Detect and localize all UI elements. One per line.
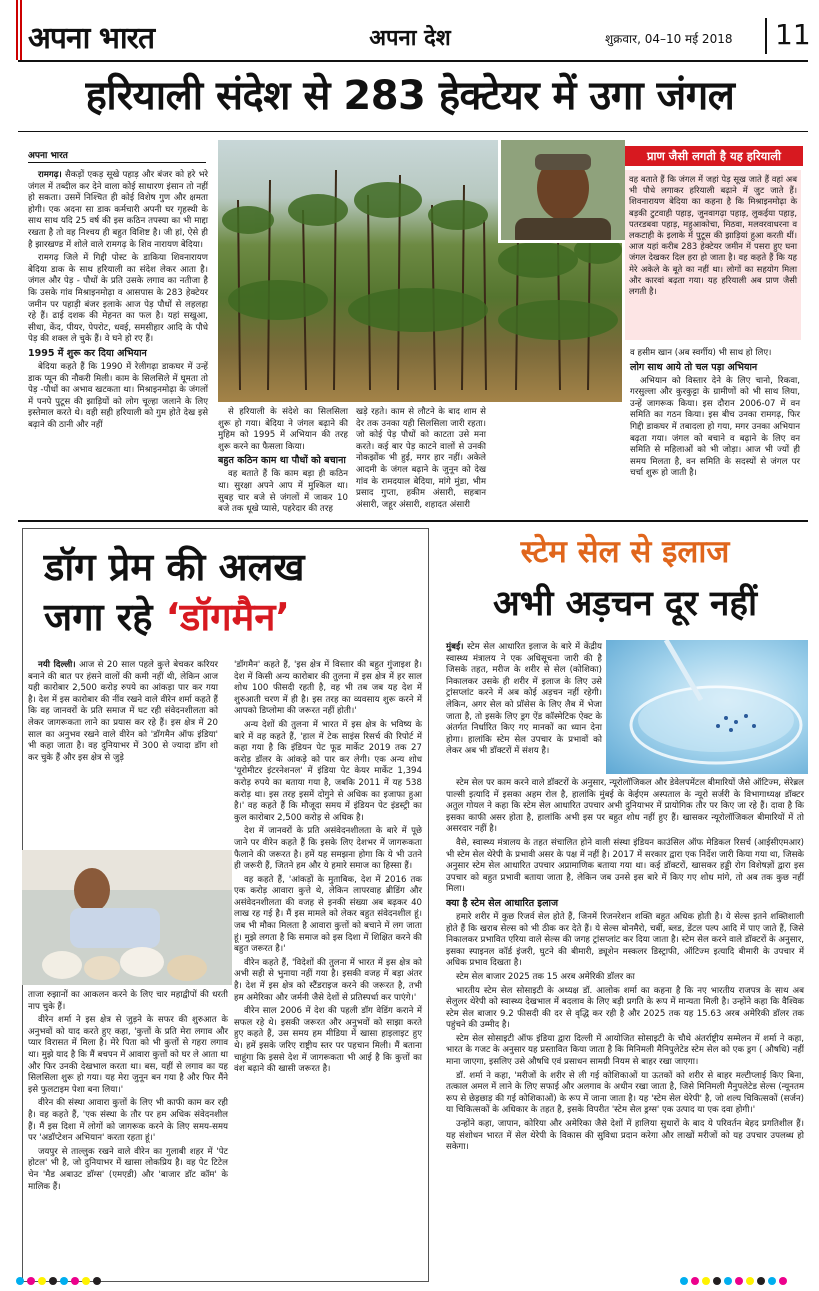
story2-column-2 (234, 660, 422, 1078)
paragraph: स्टेम सेल आधारित इलाज के बारे में केंद्रीय स्वास्थ्य मंत्रालय ने एक अधिसूचना जारी की है जिसके तहत, मरीज के शरीर से सेल (कोशिका) निकालकर उसके ही शरीर में इलाज के लिए उसे ट्रांसप्लांट करने में अब कोई अड़चन नहीं रहेगी। लेकिन, अगर सेल को प्रॉसेस के लिए लैब में भेजा जाता है, तो इसके लिए ड्रग ऐंड कॉस्मेटिक ऐक्ट के अंतर्गत निर्धारित किए गए मानकों का ध्यान देना होगा। हालांकि स्टेम सेल उपचार के प्रभावों को लेकर अब भी डॉक्टरों में संशय है। (446, 642, 602, 757)
sidebar-box-title: प्राण जैसी लगती है यह हरियाली (625, 146, 803, 166)
color-registration-strip (680, 1270, 790, 1289)
story1-byline: अपना भारत (28, 151, 68, 161)
color-dot (724, 1277, 732, 1285)
petri-dish-illustration (606, 640, 808, 774)
story1-column-1 (28, 170, 208, 433)
color-registration-strip (16, 1270, 104, 1289)
story2-headline (44, 542, 414, 642)
story2-column-1b (28, 990, 228, 1195)
divider (18, 520, 808, 522)
paragraph: वीरेन शर्मा ने इस क्षेत्र से जुड़ने के सफर की शुरुआत के अनुभवों को याद करते हुए कहा, 'कुत्तों के प्रति मेरा लगाव और प्यार विरासत में मिला है। मेरे पिता को भी कुत्तों से गहरा लगाव था। मुझे याद है कि मैं बचपन में आवारा कुत्तों को घर ले आता था और फिर उनकी देखभाल करता था। बस, यहीं से लगाव का यह सिलसिला शुरू हो गया। यह मेरा जुनून बन गया है और फिर मैंने इसे फुलटाइम पेशा बना लिया।' (28, 1015, 228, 1095)
paragraph: वीरेन की संस्था आवारा कुत्तों के लिए भी काफी काम कर रही है। वह कहते हैं, 'एक संस्था के तौर पर हम अधिक संवेदनशील हैं। मैं इस दिशा में लोगों को जागरूक करने के लिए समय-समय पर 'अडॉप्टेशन अभियान' करता रहता हूं।' (28, 1098, 228, 1144)
color-dot (16, 1277, 24, 1285)
dateline: मुंबई। (446, 642, 464, 652)
story3-intro (446, 642, 602, 760)
dateline: रामगढ़। (38, 170, 62, 180)
divider (18, 131, 808, 132)
man-portrait-illustration (501, 140, 625, 240)
page-number: 11 (775, 18, 811, 51)
paragraph: देश में जानवरों के प्रति असंवेदनशीलता के बारे में पूछे जाने पर वीरेन कहते हैं कि इसके लिए देशभर में जागरूकता फैलाने की जरूरत है। हमें यह समझना होगा कि ये भी उतने ही जरूरी हैं, जितने हम और ये हमारे समाज का हिस्सा हैं। (234, 826, 422, 872)
paragraph: वीरेन कहते हैं, 'विदेशों की तुलना में भारत में इस क्षेत्र को अभी सही से भुनाया नहीं गया है। इसकी वजह में बड़ा अंतर है। देश में इस क्षेत्र को स्टैंडराइज करने की जरूरत है, तभी हम अमेरिका और जर्मनी जैसे देशों से प्रतिस्पर्धा कर पाएंगे।' (234, 957, 422, 1003)
paragraph: वह कहते हैं, 'आंकड़ों के मुताबिक, देश में 2016 तक एक करोड़ आवारा कुत्ते थे, लेकिन लापरवाह ब्रीडिंग और असंवेदनशीलता की वजह से इनकी संख्या अब बढ़कर 40 लाख रह गई है। मैं इस मामले को लेकर बहुत संवेदनशील हूं। जब भी मौका मिलता है आवारा कुत्तों को बचाने में लग जाता हूं। मुझे लगता है कि समाज को इस दिशा में शिक्षित करने की बहुत जरूरत है।' (234, 874, 422, 955)
divider (18, 60, 808, 62)
color-dot (27, 1277, 35, 1285)
story3-headline-2: अभी अड़चन दूर नहीं (492, 584, 758, 624)
paragraph: वह बताते हैं कि काम बड़ा ही कठिन था। सुरक्षा अपने आप में मुश्किल था। सुबह चार बजे से जंगलों में जाकर 10 बजे तक धूखे प्यासे, पहरेदार की तरह (218, 469, 348, 515)
dogman-photo (22, 850, 232, 985)
color-dot (779, 1277, 787, 1285)
subheading: बहुत कठिन काम था पौधों को बचाना (218, 455, 346, 467)
subheading: लोग साथ आये तो चल पड़ा अभियान (630, 361, 758, 373)
dateline: नयी दिल्ली। (38, 660, 76, 670)
petri-dish-photo (606, 640, 808, 774)
color-dot (757, 1277, 765, 1285)
subheading: क्या है स्टेम सेल आधारित इलाज (446, 897, 559, 909)
subheading: 1995 में शुरू कर दिया अभियान (28, 347, 147, 359)
paragraph: वह बताते हैं कि जंगल में जहां पेड़ सूख जाते हैं वहां अब भी पौधे लगाकर हरियाली बढ़ाने में जुट जाते हैं। शिवनारायण बेदिया का कहना है कि मिश्राइनमोढ़ा के बड़की टुटवाही पहाड़, जुनवागढ़ा पहाड़, लुकईया पहाड़, पतरडबवा पहाड़, महुआकोचा, मिठवा, मलवरवाधरना व लकटाही के इलाके में पुटूस की झाड़ियां हुआ करती थीं। आज यहां करीब 283 हेक्टेयर जमीन में पसरा हुए घना जंगल देखकर दिल हरा हो जाता है। वह कहते हैं कि यह मेरे अकेले के बूते का नहीं था। लोगों का सहयोग मिला और कारवां बढ़ता गया। यह हरियाली अब प्राण जैसी लगती है। (629, 174, 797, 297)
paragraph: स्टेम सेल पर काम करने वाले डॉक्टरों के अनुसार, न्यूरोलॉजिकल और डेवेलपमेंटल बीमारियों जैसे ऑटिज्म, सेरेब्रल पाल्सी इत्यादि में इसका अहम रोल है, हालांकि मुंबई के केईएम अस्पताल के न्यूरो सर्जरी के विभागाध्यक्ष डॉक्टर अतुल गोयल ने कहा कि स्टेम सेल आधारित उपचार अभी दुनियाभर में प्रायोगिक तौर पर किए जा रहे हैं। दावा है कि इसका काफी असर होता है, हालांकि अभी इस पर बहुत शोध नहीं हुए हैं। खासकर न्यूरोलॉजिकल बीमारियों में तो असरदार नहीं है। (446, 778, 804, 835)
paragraph: उन्होंने कहा, जापान, कोरिया और अमेरिका जैसे देशों में हालिया सुधारों के बाद ये परिवर्तन बेहद प्रगतिशील हैं। यह संशोधन भारत में सेल थेरेपी के विकास की सुविधा प्रदान करेगा और लाखों मरीजों को यह उपचार उपलब्ध हो सकेगा। (446, 1119, 804, 1153)
paragraph: आज से 20 साल पहले कुत्ते बेचकर करियर बनाने की बात पर हंसने वालों की कमी नहीं थी, लेकिन आज यही कारोबार 2,500 करोड़ रुपये का आंकड़ा पार कर गया है। देश में इस कारोबार की नींव रखने वाले वीरेन शर्मा कहते हैं कि वह जानवरों के प्रति समाज में घट रही संवेदनशीलता को लेकर जागरूकता लाने का प्रयास कर रहे हैं। इस क्षेत्र में 20 साल का अनुभव रखने वाले वीरेन को 'डॉगमैन ऑफ इंडिया' भी कहा जाता है। वह दुनियाभर में 300 से ज्यादा डॉग शो कर चुके हैं और इस क्षेत्र से जुड़े (28, 660, 218, 763)
color-dot (38, 1277, 46, 1285)
color-dot (60, 1277, 68, 1285)
color-dot (713, 1277, 721, 1285)
paragraph: से हरियाली के संदेशे का सिलसिला शुरू हो गया। बेदिया ने जंगल बढ़ाने की मुहिम को 1995 में अभियान की तरह शुरू करने का फैसला किया। (218, 407, 348, 452)
portrait-photo (498, 140, 625, 243)
paragraph: व हसीम खान (अब स्वर्गीय) भी साथ हो लिए। (630, 348, 772, 358)
color-dot (746, 1277, 754, 1285)
divider (28, 162, 206, 163)
sidebar-box-text (625, 170, 801, 340)
color-dot (691, 1277, 699, 1285)
color-dot (82, 1277, 90, 1285)
section-title: अपना देश (369, 26, 451, 51)
paragraph: 'डॉगमैन' कहते हैं, 'इस क्षेत्र में विस्तार की बहुत गुंजाइश है। देश में किसी अन्य कारोबार की तुलना में इस क्षेत्र में हर साल शोध 100 फीसदी रहती है, वह भी तब जब यह देश में शुरुआती चरण में ही है। इस तरह का व्यवसाय शुरू करने में आपको डिप्लोमा की जरूरत नहीं होती।' (234, 660, 422, 717)
color-dot (735, 1277, 743, 1285)
paragraph: डॉ. शर्मा ने कहा, 'मरीजों के शरीर से ली गई कोशिकाओं या ऊतकों को शरीर से बाहर मल्टीप्लाई किए बिना, तत्काल अमल में लाने के लिए सफाई और अलगाव के अधीन रखा जाता है, जिसे मिनिमली मैनुपलेटेड सेल्स (न्यूनतम रूप से छेड़छाड़ की गई कोशिकाओं) के रूप में जाना जाता है। यह 'स्टेम सेल थेरेपी' है, जो शल्य चिकित्सकों (सर्जन) या चिकित्सकों के अधिकार के तहत है, इसके विपरीत 'स्टेम सेल ड्रग्स' एक उत्पाद या एक दवा होगी।' (446, 1070, 804, 1116)
color-dot (768, 1277, 776, 1285)
paragraph: वैसे, स्वास्थ्य मंत्रालय के तहत संचालित होने वाली संस्था इंडियन काउंसिल ऑफ मेडिकल रिसर्च (आईसीएमआर) भी स्टेम सेल थेरेपी के प्रभावी असर के पक्ष में नहीं है। 2017 में सरकार द्वारा एक निर्देश जारी किया गया था, जिसके अनुसार स्टेम सेल आधारित उपचार अप्रामाणिक बताया गया था। कई डॉक्टरों, खासकर हड्डी रोग विशेषज्ञों द्वारा इस उपचार को बहुत प्रभावी बताया जाता है, लेकिन जब उनसे इस बारे में किए गए शोध मांगे, तो अब तक कुछ नहीं मिला। (446, 837, 804, 895)
paragraph: रामगढ़ जिले में गिद्दी पोस्ट के डाकिया शिवनारायण बेदिया डाक के साथ हरियाली का संदेश लेकर आता है। जंगल और पेड़ - पौधों के प्रति उसके लगाव का नतीजा है कि उसके गांव मिश्राइनमोढ़ा व आसपास के 283 हेक्टेयर जमीन पर पहाड़ी बंजर इलाके आज पेड़ पौधों से लहलहा रहे हैं। ढाई दशक की मेहनत का फल है। यहां सखुआ, सीधा, केंद, पीयर, पेपरोट, धवई, समसीहार आदि के पौधे पेड़ की शक्ल ले चुके हैं। वे घने हो रए हैं। (28, 253, 208, 345)
issue-date: शुक्रवार, 04–10 मई 2018 (605, 32, 733, 46)
headline-line: जगा रहे (44, 595, 153, 639)
man-with-dogs-illustration (22, 850, 232, 985)
paragraph: स्टेम सेल बाजार 2025 तक 15 अरब अमेरिकी डॉलर का (456, 971, 635, 982)
registration-mark (20, 0, 22, 60)
headline-highlight: ‘डॉगमैन’ (165, 595, 290, 639)
paragraph: स्टेम सेल सोसाइटी ऑफ इंडिया द्वारा दिल्ली में आयोजित सोसाइटी के चौथे अंतर्राष्ट्रीय सम्मेलन में शर्मा ने कहा, भारत के गजट के अनुसार यह प्रस्तावित किया जाता है कि मिनिमली मैनिपुलेटेड स्टेम सेल को एक ड्रग ( औषधि) नहीं माना जाएगा, इसलिए उसे औषधि एवं प्रसाधन सामग्री नियम से बाहर रखा जाएगा। (446, 1033, 804, 1068)
paragraph: जयपुर से ताल्लुक रखने वाले वीरेन का गुलाबी शहर में 'पेट होटल' भी है, जो दुनियाभर में खासा लोकप्रिय है। वह पेट टिटेल चेन 'मैड अबाउट डॉग्स' (एमएडी) और 'बाजार डॉट कॉम' के मालिक हैं। (28, 1146, 228, 1192)
story1-column-2 (218, 407, 348, 518)
story3-body (446, 778, 804, 1156)
story1-column-3 (356, 407, 486, 513)
paragraph: सैकड़ों एकड़ सूखे पहाड़ और बंजर को हरे भरे जंगल में तब्दील कर देने वाला कोई साधारण इंसान तो नहीं हो सकता। उसमें निश्चित ही कोई विशेष गुण और क्षमता होगी। एक अदना सा डाक कर्मचारी अपनी घर गृहस्थी के साथ साथ यदि 25 वर्ष की इस कठिन तपस्या का भी माद्दा रखता है तो वह निश्चय ही बहुत विशिष्ट है। जी हां, ऐसे ही है झारखण्ड में शोले वाले रामगढ़ के शिव नारायण बेदिया। (28, 170, 208, 250)
divider (765, 18, 767, 54)
paragraph: खड़े रहते। काम से लौटने के बाद शाम से देर तक उनका यही सिलसिला जारी रहता। जो कोई पेड़ पौधों को काटता उसे मना करते। कई बार पेड़ काटने वालों से उनकी नोकझोंक भी हुई, मगर हार नहीं। अकेले आदमी के जंगल बढ़ाने के जुनून को देख गांव के रामदयाल बेदिया, मांगे मुंडा, भीम प्रसाद गुप्ता, हकीम अंसारी, सहबान अंसारी, जहूर अंसारी, शहादत अंसारी (356, 407, 486, 510)
story1-headline: हरियाली संदेश से 283 हेक्टेयर में उगा जंगल (85, 73, 735, 119)
color-dot (49, 1277, 57, 1285)
paragraph: हमारे शरीर में कुछ रिजर्व सेल होते हैं, जिनमें रिजनरेशन शक्ति बहुत अधिक होती है। ये सेल्स इतने शक्तिशाली होते हैं कि खराब सेल्स को भी ठीक कर देते हैं। ये सेल्स बोनमैरो, चर्बी, ब्लड, डेंटल पल्प आदि में पाए जाते हैं, जिसे निकालकर प्रभावित एरिया वाले सेल्स की जगह ट्रांसप्लांट कर दिया जाता है। स्टेम सेल करने वाले डॉक्टरों के अनुसार, इसका स्पाइनल कॉर्ड इंजरी, घुटने की बीमारी, ड्यूशेन मस्कलर डिस्ट्राफी, ऑटिज्म इत्यादि बीमारी के उपचार में अधिक प्रभाव दिखता है। (446, 911, 804, 969)
story2-column-1 (28, 660, 218, 766)
color-dot (71, 1277, 79, 1285)
color-dot (93, 1277, 101, 1285)
color-dot (702, 1277, 710, 1285)
story3-headline-1: स्टेम सेल से इलाज (520, 534, 730, 570)
paragraph: भारतीय स्टेम सेल सोसाइटी के अध्यक्ष डॉ. आलोक शर्मा का कहना है कि नए भारतीय राजपत्र के साथ अब सेलुलर थेरेपी को स्वास्थ्य देखभाल में बदलाव के लिए बड़ी प्रगति के रूप में मान्यता मिली है। उन्होंने कहा कि वैश्विक स्टेम सेल बाजार 9.2 फीसदी की दर से वृद्धि कर रही है और 2025 तक यह 15.63 अरब अमेरिकी डॉलर तक पहुंचने की उम्मीद है। (446, 985, 804, 1031)
brand-logo: अपना भारत (28, 21, 155, 56)
paragraph: वीरेन साल 2006 में देश की पहली डॉग वेडिंग कराने में सफल रहे थे। इसकी जरूरत और अनुभवों को साझा करते हुए कहते हैं, उस समय हम मीडिया में खासा हाइलाइट हुए थे। हमें इसके जरिए राष्ट्रीय स्तर पर पहचान मिली। मैं बताना चाहूंगा कि इससे देश में जागरूकता भी आई है कि कुत्तों का वंश बढ़ाने की खासी जरूरत है। (234, 1006, 422, 1075)
registration-mark (16, 0, 18, 60)
color-dot (680, 1277, 688, 1285)
paragraph: अभियान को विस्तार देने के लिए चानो, रिकवा, गरसुल्ला और कुरकुट्टा के ग्रामीणों को भी साथ लिया, उन्हें जागरूक किया। इस दौरान 2006-07 में वन समिति का गठन किया। इस बीच उनका रामगढ़, फिर गिद्दी डाकघर में तबादला हो गया, मगर उनका अभियान बढ़ता गया। जंगल को बचाने व बढ़ाने के लिए वन समिति से महिलाओं को भी जोड़ा। आज भी ज्यों ही समय मिलता है, वन समिति के सदस्यों से जंगल पर चर्चा शुरू हो जाती है। (630, 375, 800, 479)
headline-line: डॉग प्रेम की अलख (44, 545, 305, 589)
paragraph: ताजा रुझानों का आकलन करने के लिए चार महाद्वीपों की धरती नाप चुके हैं। (28, 990, 228, 1012)
paragraph: अन्य देशों की तुलना में भारत में इस क्षेत्र के भविष्य के बारे में वह कहते हैं, 'हाल में टेक साइंस रिसर्च की रिपोर्ट में कहा गया है कि इंडियन पेट फूड मार्केट 2019 तक 27 करोड़ डॉलर के आंकड़े को पार कर लेगी। एक अन्य शोध 'यूरोमीटर इंटरनेशनल' में इंडिया पेट केयर मार्केट 1,394 करोड़ रुपये का बताया गया है, जबकि 2011 में यह 538 करोड़ था। इस तरह इसमें दोगुने से अधिक का इजाफा हुआ है।' वह कहते हैं कि मौजूदा समय में इंडियन पेट इंडस्ट्री का कुल कारोबार 2,500 करोड़ से अधिक है। (234, 719, 422, 823)
paragraph: बेदिया कहते हैं कि 1990 में रेलीगढ़ा डाकघर में उन्हें डाक प्यून की नौकरी मिली। काम के सिलसिले में घूमता तो पेड़ -पौधों का अभाव खटकता था। मिश्राइनमोढ़ा के जंगलों में पनपे पुटूस की झाड़ियों को लोग चूल्हा जलाने के लिए इस्तेमाल करते थे। वही सही हरियाली को गुम होते देख इसे बढ़ाने की ठानी और नहीं (28, 361, 208, 430)
story1-column-4 (630, 348, 800, 482)
